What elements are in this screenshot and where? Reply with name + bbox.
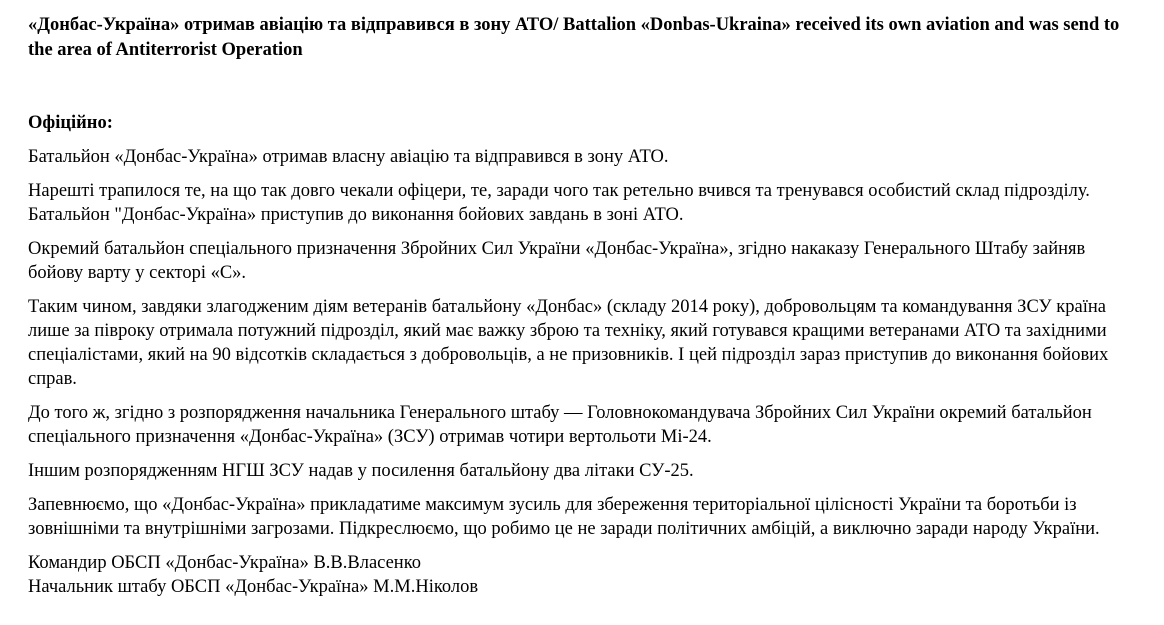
signature-block [28,551,1138,599]
signature-chief-of-staff: Начальник штабу ОБСП «Донбас-Україна» М.М.Ніколов [28,577,479,597]
paragraph: Таким чином, завдяки злагодженим діям ветеранів батальйону «Донбас» (складу 2014 року), добровольцям та командування ЗСУ країна лише за півроку отримала потужний підрозділ, який має важку зброю та техніку, який готувався кращими ветеранами АТО та західними спеціалістами, який на 90 відсотків складається з добровольців, а не призовників. І цей підрозділ зараз приступив до виконання бойових справ. [28,297,1109,389]
signature-commander: Командир ОБСП «Донбас-Україна» В.В.Власенко [28,553,421,573]
paragraph: Батальйон «Донбас-Україна» отримав власну авіацію та відправився в зону АТО. [28,147,669,167]
paragraph: Іншим розпорядженням НГШ ЗСУ надав у посилення батальйону два літаки СУ-25. [28,461,694,481]
article [28,13,1138,599]
paragraph: До того ж, згідно з розпорядження начальника Генерального штабу — Головнокомандувача Збройних Сил України окремий батальйон спеціального призначення «Донбас-Україна» (ЗСУ) отримав чотири вертольоти Мі-24. [28,403,1092,447]
official-label: Офіційно: [28,113,113,133]
article-title: «Донбас-Україна» отримав авіацію та відправився в зону АТО/ Battalion «Donbas-Ukraina» received its own aviation and was send to the area of Antiterrorist Operation [28,15,1120,60]
paragraph: Нарешті трапилося те, на що так довго чекали офіцери, те, заради чого так ретельно вчився та тренувався особистий склад підрозділу. Батальйон "Донбас-Україна» приступив до виконання бойових завдань в зоні АТО. [28,181,1090,225]
paragraph: Окремий батальйон спеціального призначення Збройних Сил України «Донбас-Україна», згідно накаказу Генерального Штабу зайняв бойову варту у секторі «С». [28,239,1086,283]
paragraph: Запевнюємо, що «Донбас-Україна» прикладатиме максимум зусиль для збереження територіальної цілісності України та боротьби із зовнішніми та внутрішніми загрозами. Підкреслюємо, що робимо це не заради політичних амбіцій, а виключно заради народу України. [28,495,1100,539]
